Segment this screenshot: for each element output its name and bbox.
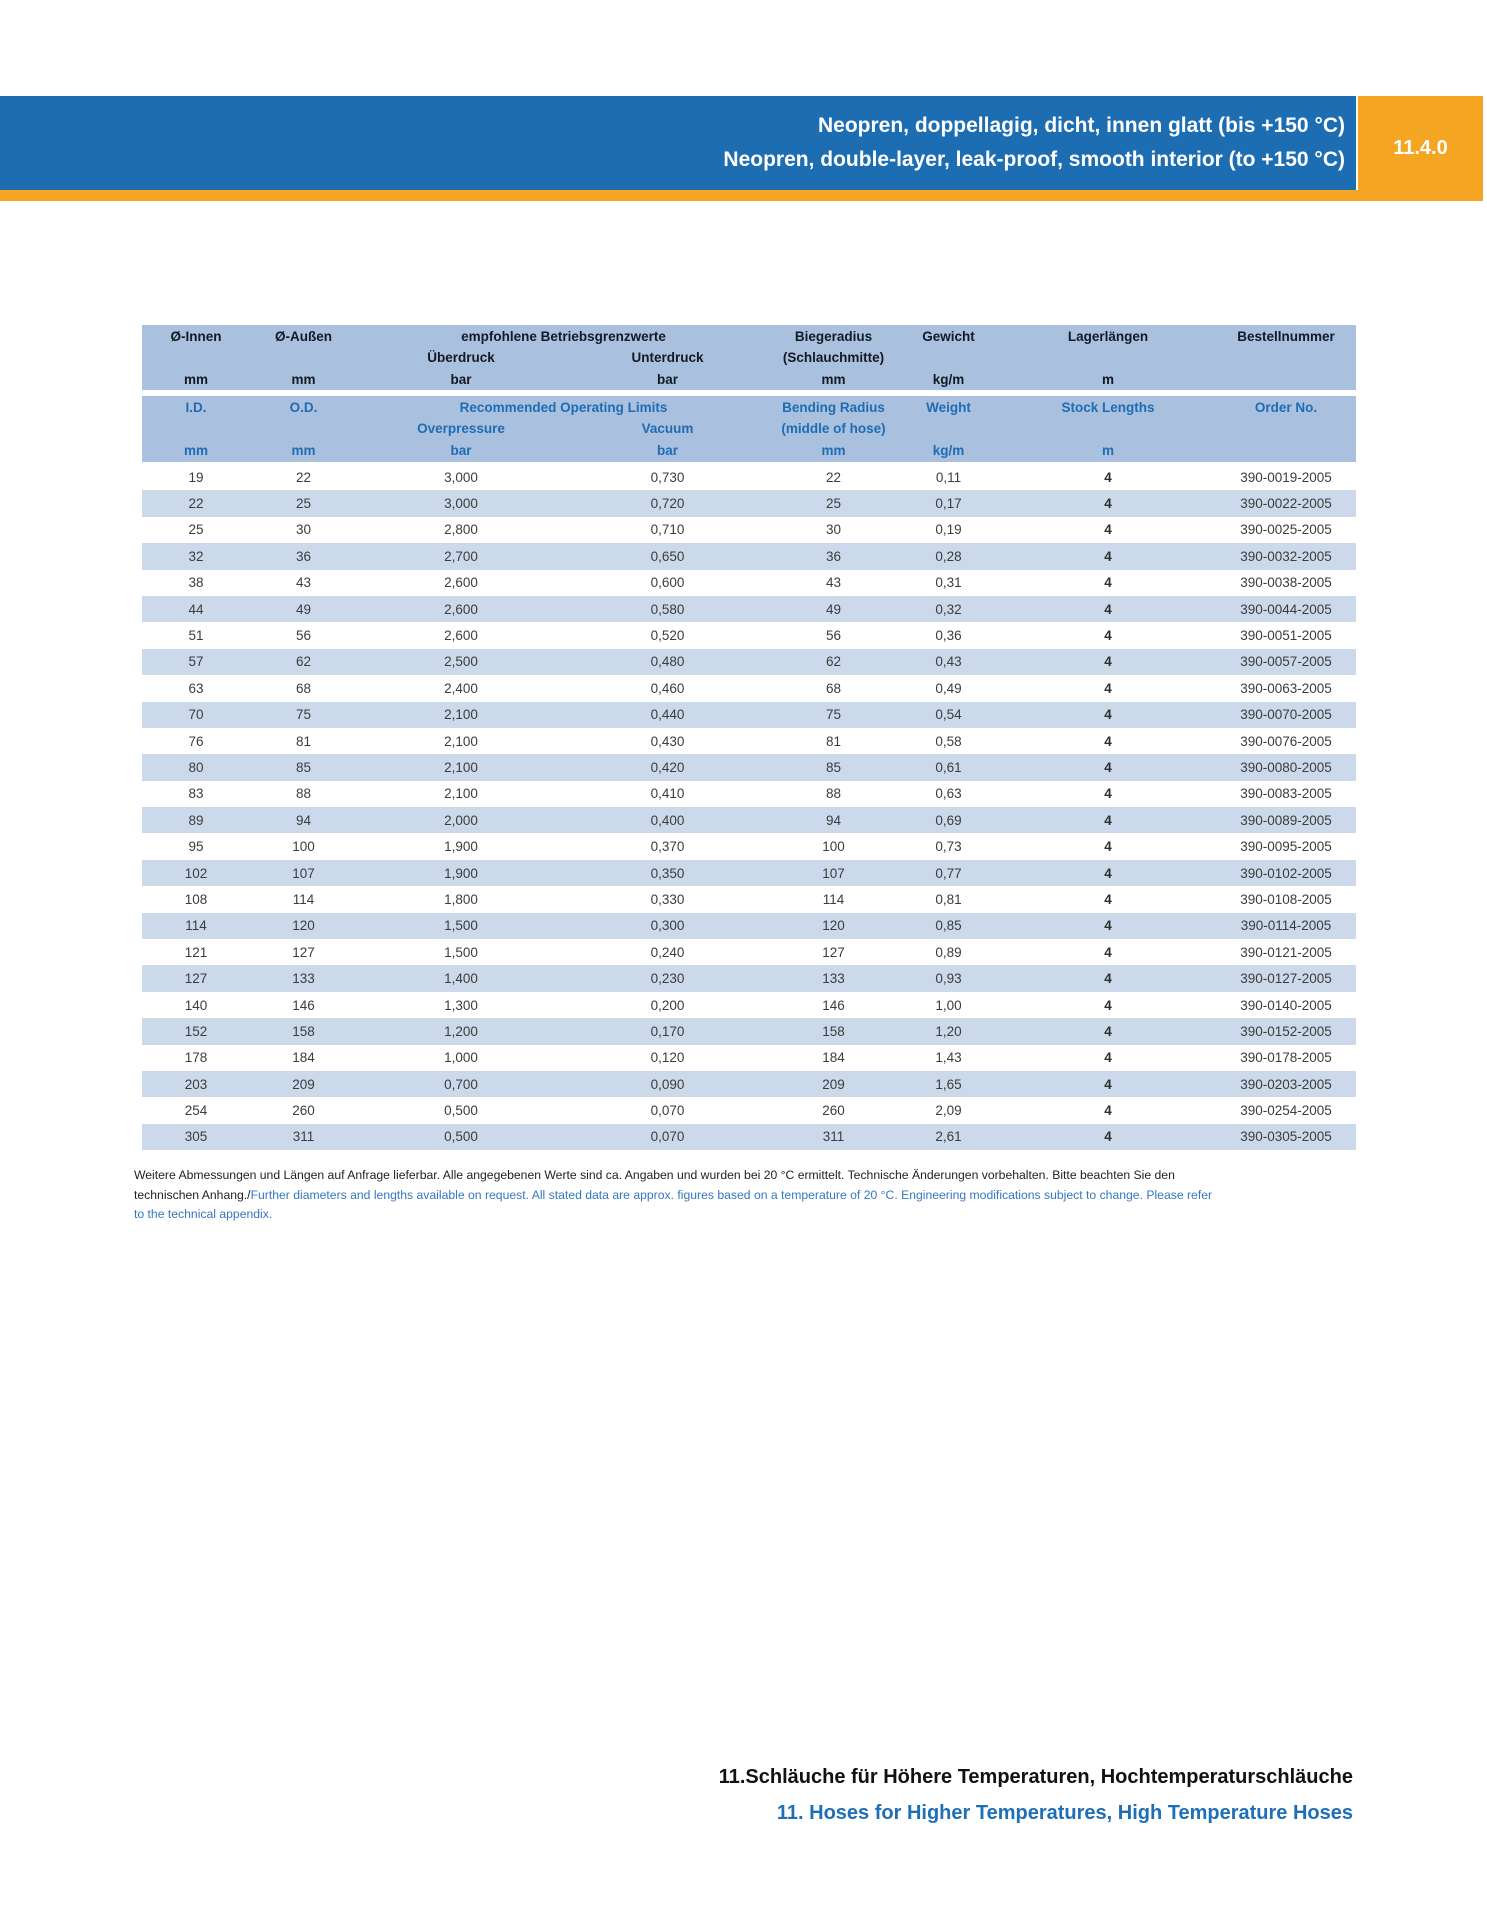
unit-label: bar [656,371,678,387]
cell: 390-0057-2005 [1240,654,1332,670]
cell: 390-0114-2005 [1240,918,1332,934]
chapter-footer [719,1759,1353,1831]
cell: 1,300 [444,997,478,1013]
cell: 0,090 [650,1076,685,1092]
cell: 1,20 [935,1023,962,1039]
unit-label: m [1101,371,1114,387]
cell: 127 [292,944,315,960]
cell: 2,600 [444,575,478,591]
cell: 1,65 [935,1076,962,1092]
cell: 390-0080-2005 [1240,759,1332,775]
cell: 4 [1104,733,1112,749]
cell: 4 [1104,786,1112,802]
table-row [142,464,1356,490]
column-header: Bestellnummer [1237,328,1335,344]
cell: 4 [1104,522,1112,538]
cell: 0,19 [935,522,962,538]
product-title-en: Neopren, double-layer, leak-proof, smooth interior (to +150 °C) [723,148,1345,171]
column-subheader: (Schlauchmitte) [782,350,885,365]
cell: 4 [1104,1023,1112,1039]
cell: 152 [184,1023,208,1039]
cell: 2,61 [935,1129,962,1145]
footnote-line1 [134,1166,1356,1186]
table-row [142,992,1356,1018]
cell: 22 [188,496,204,512]
cell: 4 [1104,1103,1112,1119]
section-code: 11.4.0 [1393,137,1448,159]
cell: 2,100 [444,733,478,749]
cell: 1,800 [444,891,478,907]
cell: 0,070 [650,1103,685,1119]
cell: 4 [1104,918,1112,934]
cell: 4 [1104,891,1112,907]
cell: 0,240 [650,944,685,960]
cell: 133 [292,971,315,987]
column-subheader: Overpressure [417,421,505,436]
column-header: Weight [926,399,971,415]
cell: 114 [292,891,315,907]
spec-table [142,325,1356,1150]
table-row [142,781,1356,807]
cell: 102 [184,865,208,881]
unit-label: mm [291,442,316,458]
cell: 390-0121-2005 [1240,944,1332,960]
unit-label: mm [821,442,846,458]
product-title-de: Neopren, doppellagig, dicht, innen glatt (bis +150 °C) [817,114,1345,137]
cell: 390-0089-2005 [1240,812,1332,828]
cell: 68 [295,680,312,696]
column-subheader: Unterdruck [631,350,704,365]
cell: 184 [822,1050,845,1066]
cell: 390-0102-2005 [1240,865,1332,881]
unit-label: bar [656,442,678,458]
column-group-header: Recommended Operating Limits [459,399,668,415]
cell: 146 [822,997,845,1013]
cell: 1,500 [444,918,478,934]
cell: 133 [822,971,845,987]
footnote-de-part2: technischen Anhang./ [134,1187,251,1202]
cell: 85 [825,759,842,775]
cell: 30 [825,522,842,538]
cell: 209 [292,1076,315,1092]
cell: 108 [184,891,208,907]
cell: 311 [822,1129,845,1145]
cell: 70 [188,707,204,723]
cell: 0,440 [650,707,685,723]
cell: 51 [188,628,204,644]
cell: 0,650 [650,548,685,564]
cell: 390-0095-2005 [1240,839,1332,855]
cell: 62 [295,654,312,670]
cell: 0,200 [650,997,685,1013]
cell: 0,730 [650,469,685,485]
cell: 0,36 [935,628,962,644]
cell: 209 [822,1076,845,1092]
cell: 178 [184,1050,208,1066]
cell: 4 [1104,628,1112,644]
cell: 22 [825,469,842,485]
cell: 56 [295,628,312,644]
cell: 3,000 [444,496,478,512]
cell: 44 [188,601,204,617]
cell: 390-0063-2005 [1240,680,1332,696]
cell: 63 [188,680,204,696]
table-row [142,490,1356,516]
cell: 88 [825,786,842,802]
cell: 0,28 [935,548,962,564]
table-row [142,965,1356,991]
table-row [142,913,1356,939]
cell: 1,43 [935,1050,962,1066]
cell: 1,200 [444,1023,478,1039]
cell: 43 [825,575,842,591]
cell: 36 [825,548,842,564]
cell: 1,900 [444,865,478,881]
cell: 0,720 [650,496,685,512]
cell: 0,170 [650,1023,685,1039]
cell: 158 [292,1023,315,1039]
cell: 0,520 [650,628,685,644]
unit-label: bar [450,442,472,458]
cell: 0,63 [935,786,962,802]
cell: 2,400 [444,680,478,696]
cell: 0,54 [935,707,962,723]
cell: 4 [1104,759,1112,775]
cell: 94 [295,812,312,828]
cell: 75 [295,707,312,723]
table-row [142,833,1356,859]
cell: 0,85 [935,918,962,934]
unit-label: bar [450,371,472,387]
cell: 0,81 [935,891,962,907]
cell: 4 [1104,548,1112,564]
cell: 0,43 [935,654,962,670]
cell: 0,330 [650,891,685,907]
table-row [142,1071,1356,1097]
cell: 4 [1104,707,1112,723]
table-row [142,807,1356,833]
cell: 1,00 [935,997,962,1013]
cell: 30 [295,522,312,538]
cell: 4 [1104,839,1112,855]
cell: 2,500 [444,654,478,670]
cell: 158 [822,1023,845,1039]
table-row [142,543,1356,569]
cell: 0,500 [444,1129,478,1145]
cell: 0,580 [650,601,685,617]
table-row [142,886,1356,912]
cell: 0,500 [444,1103,478,1119]
cell: 120 [292,918,315,934]
cell: 146 [292,997,315,1013]
unit-label: mm [291,371,316,387]
cell: 4 [1104,575,1112,591]
footnote [134,1166,1356,1225]
table-row [142,596,1356,622]
cell: 4 [1104,1076,1112,1092]
cell: 4 [1104,865,1112,881]
cell: 4 [1104,496,1112,512]
cell: 0,350 [650,865,685,881]
cell: 390-0152-2005 [1240,1023,1332,1039]
cell: 0,69 [935,812,962,828]
table-row [142,1097,1356,1123]
column-header: I.D. [185,399,207,415]
cell: 0,77 [935,865,962,881]
cell: 2,100 [444,786,478,802]
cell: 390-0044-2005 [1240,601,1332,617]
unit-label: kg/m [932,442,965,458]
cell: 390-0051-2005 [1240,628,1332,644]
footnote-de-part1: Weitere Abmessungen und Längen auf Anfrage lieferbar. Alle angegebenen Werte sind ca. Angaben und wurden bei 20 °C ermittelt. Technische Änderungen vorbehalten. Bitte beachten Sie den [134,1168,1175,1182]
table-row [142,570,1356,596]
cell: 25 [825,496,842,512]
cell: 4 [1104,944,1112,960]
cell: 0,070 [650,1129,685,1145]
cell: 1,500 [444,944,478,960]
cell: 390-0025-2005 [1240,522,1332,538]
cell: 390-0178-2005 [1240,1050,1332,1066]
cell: 0,460 [650,680,685,696]
cell: 390-0032-2005 [1240,548,1332,564]
cell: 390-0038-2005 [1240,575,1332,591]
cell: 0,420 [650,759,685,775]
cell: 2,600 [444,601,478,617]
column-header: Gewicht [922,328,975,344]
cell: 4 [1104,997,1112,1013]
cell: 0,600 [650,575,685,591]
cell: 57 [188,654,204,670]
unit-label: mm [183,442,208,458]
column-header: Ø-Außen [275,328,332,344]
column-header: Order No. [1254,399,1318,415]
cell: 390-0254-2005 [1240,1103,1332,1119]
cell: 36 [295,548,312,564]
cell: 80 [188,759,204,775]
footer-title-de: 11.Schläuche für Höhere Temperaturen, Hochtemperaturschläuche [718,1766,1353,1788]
cell: 81 [295,733,312,749]
cell: 0,31 [935,575,962,591]
cell: 1,000 [444,1050,478,1066]
table-row [142,939,1356,965]
cell: 121 [184,944,208,960]
cell: 127 [184,971,208,987]
cell: 260 [822,1103,845,1119]
cell: 0,370 [650,839,685,855]
cell: 4 [1104,1050,1112,1066]
cell: 25 [295,496,312,512]
cell: 0,430 [650,733,685,749]
cell: 95 [188,839,204,855]
cell: 2,600 [444,628,478,644]
cell: 56 [825,628,842,644]
table-row [142,860,1356,886]
cell: 3,000 [444,469,478,485]
cell: 0,49 [935,680,962,696]
cell: 0,480 [650,654,685,670]
cell: 2,000 [444,812,478,828]
cell: 0,710 [650,522,685,538]
cell: 107 [292,865,315,881]
cell: 49 [825,601,842,617]
cell: 127 [822,944,845,960]
table-row [142,675,1356,701]
cell: 2,100 [444,707,478,723]
cell: 0,11 [935,469,962,485]
cell: 0,89 [935,944,962,960]
page-header-band [0,96,1356,190]
cell: 120 [822,918,845,934]
cell: 0,17 [935,496,962,512]
cell: 203 [184,1076,208,1092]
cell: 100 [822,839,845,855]
footnote-en-part1: Further diameters and lengths available on request. All stated data are approx. figures based on a temperature of 20 °C. Engineering modifications subject to change. Please refer [250,1187,1213,1202]
cell: 1,900 [444,839,478,855]
cell: 390-0083-2005 [1240,786,1332,802]
footnote-en-part2: to the technical appendix. [134,1207,273,1221]
column-header: Biegeradius [794,328,873,344]
cell: 305 [184,1129,208,1145]
cell: 114 [822,891,845,907]
cell: 390-0140-2005 [1240,997,1332,1013]
cell: 0,32 [935,601,962,617]
unit-label: mm [821,371,846,387]
cell: 2,800 [444,522,478,538]
table-row [142,1018,1356,1044]
cell: 0,93 [935,971,962,987]
cell: 100 [292,839,315,855]
cell: 75 [825,707,842,723]
cell: 2,09 [935,1103,962,1119]
cell: 0,300 [650,918,685,934]
table-row [142,1045,1356,1071]
cell: 0,58 [935,733,962,749]
cell: 81 [825,733,842,749]
cell: 260 [292,1103,315,1119]
column-subheader: Überdruck [427,350,495,365]
table-row [142,517,1356,543]
unit-label: m [1101,442,1114,458]
cell: 0,400 [650,812,685,828]
column-header: Stock Lengths [1061,399,1155,415]
table-header-de [142,325,1356,390]
cell: 390-0127-2005 [1240,971,1332,987]
column-group-header: empfohlene Betriebsgrenzwerte [461,328,666,344]
cell: 68 [825,680,842,696]
table-row [142,702,1356,728]
cell: 114 [185,918,207,934]
footnote-line2 [134,1186,1356,1206]
column-subheader: (middle of hose) [781,421,886,436]
cell: 390-0019-2005 [1240,469,1332,485]
cell: 390-0076-2005 [1240,733,1332,749]
footnote-line3 [134,1205,1356,1225]
column-header: Ø-Innen [170,328,222,344]
cell: 49 [295,601,312,617]
cell: 254 [184,1103,208,1119]
cell: 1,400 [444,971,478,987]
cell: 0,120 [650,1050,685,1066]
cell: 88 [295,786,312,802]
cell: 85 [295,759,312,775]
unit-label: kg/m [932,371,965,387]
table-header-en [142,396,1356,462]
cell: 390-0070-2005 [1240,707,1332,723]
cell: 43 [295,575,312,591]
table-row [142,754,1356,780]
cell: 4 [1104,680,1112,696]
cell: 107 [822,865,845,881]
cell: 89 [188,812,204,828]
column-subheader: Vacuum [641,421,694,436]
cell: 76 [188,733,204,749]
table-row [142,649,1356,675]
cell: 390-0203-2005 [1240,1076,1332,1092]
cell: 311 [292,1129,315,1145]
cell: 62 [825,654,842,670]
cell: 4 [1104,971,1112,987]
cell: 0,230 [650,971,685,987]
cell: 0,73 [935,839,962,855]
table-row [142,622,1356,648]
cell: 390-0305-2005 [1240,1129,1332,1145]
cell: 32 [188,548,204,564]
cell: 390-0022-2005 [1240,496,1332,512]
cell: 38 [188,575,204,591]
cell: 390-0108-2005 [1240,891,1332,907]
cell: 0,700 [444,1076,478,1092]
cell: 4 [1104,601,1112,617]
footer-title-en: 11. Hoses for Higher Temperatures, High Temperature Hoses [776,1802,1353,1824]
cell: 22 [295,469,312,485]
cell: 94 [825,812,842,828]
table-row [142,728,1356,754]
cell: 83 [188,786,204,802]
cell: 2,100 [444,759,478,775]
table-row [142,1124,1356,1150]
section-tab [1358,96,1483,201]
cell: 4 [1104,654,1112,670]
cell: 4 [1104,1129,1112,1145]
unit-label: mm [183,371,208,387]
cell: 0,410 [650,786,685,802]
column-header: Bending Radius [782,399,885,415]
cell: 4 [1104,469,1112,485]
cell: 25 [188,522,204,538]
cell: 2,700 [444,548,478,564]
cell: 4 [1104,812,1112,828]
cell: 140 [184,997,208,1013]
cell: 19 [188,469,204,485]
column-header: O.D. [289,399,318,415]
cell: 184 [292,1050,315,1066]
table-body [142,464,1356,1150]
header-underline-strip [0,190,1483,201]
cell: 0,61 [935,759,962,775]
column-header: Lagerlängen [1067,328,1149,344]
